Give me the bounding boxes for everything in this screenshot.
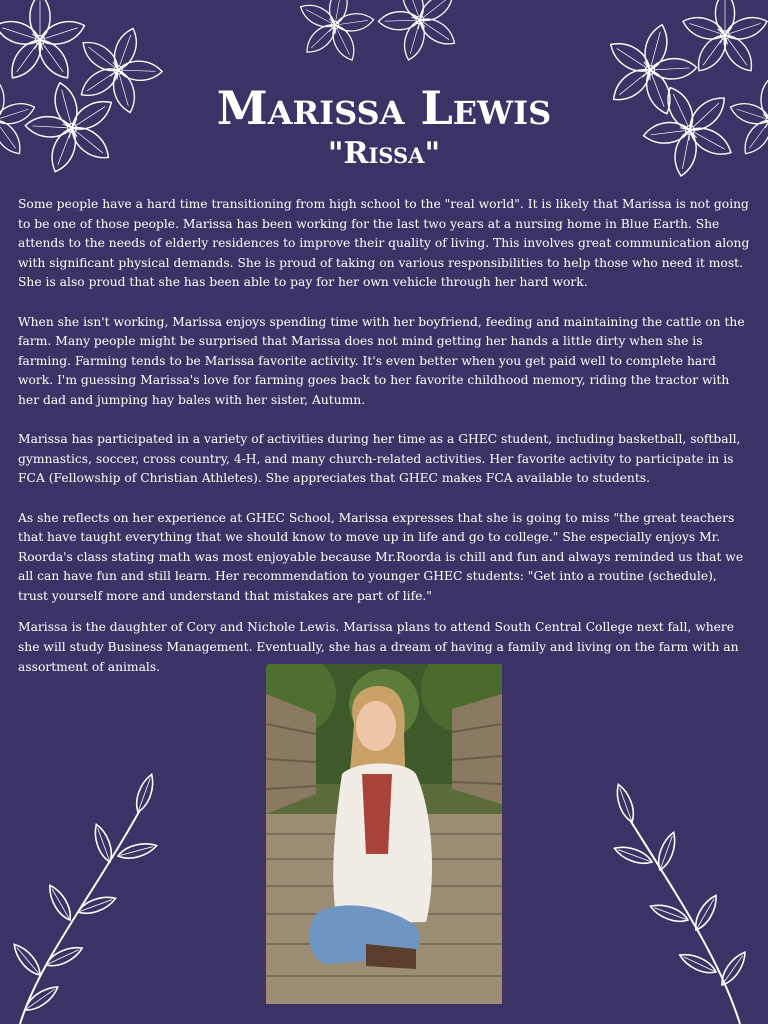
paragraph: Marissa is the daughter of Cory and Nichole Lewis. Marissa plans to attend South Central College next fall, where she will study Business Management. Eventually, she has a dream of having a family and living on the farm with an assortment of animals. xyxy=(18,620,739,674)
page-title: Marissa Lewis xyxy=(216,81,552,135)
biography xyxy=(18,195,750,697)
portrait-photo xyxy=(266,664,502,1004)
leaf-branch-icon xyxy=(612,782,749,1024)
paragraph: When she isn't working, Marissa enjoys spending time with her boyfriend, feeding and maintaining the cattle on the farm. Many people might be surprised that Marissa does not mind getting her hands a little dirty when she is farming. Farming tends to be Marissa favorite activity. It's even better when you get paid well to complete hard work. I'm guessing Marissa's love for farming goes back to her favorite childhood memory, riding the tractor with her dad and jumping hay bales with her sister, Autumn. xyxy=(18,314,745,407)
paragraph: Some people have a hard time transitioning from high school to the "real world". It is likely that Marissa is not going to be one of those people. Marissa has been working for the last two years at a nursing home in Blue Earth. She attends to the needs of elderly residences to improve their quality of living. This involves great communication along with significant physical demands. She is proud of taking on various responsibilities to help those who need it most. She is also proud that she has been able to pay for her own vehicle through her hard work. xyxy=(18,197,750,290)
nickname: "Rissa" xyxy=(327,136,441,171)
leaf-branch-icon xyxy=(10,772,158,1024)
paragraph: Marissa has participated in a variety of activities during her time as a GHEC student, including basketball, softball, gymnastics, soccer, cross country, 4-H, and many church-related activities. Her favorite activity to participate in is FCA (Fellowship of Christian Athletes). She appreciates that GHEC makes FCA available to students. xyxy=(18,432,741,486)
paragraph: As she reflects on her experience at GHEC School, Marissa expresses that she is going to miss "the great teachers that have taught everything that we should know to move up in life and go to college." She especially enjoys Mr. Roorda's class stating math was most enjoyable because Mr.Roorda is chill and fun and always reminded us that we all can have fun and still learn. Her recommendation to younger GHEC students: "Get into a routine (schedule), trust yourself more and understand that mistakes are part of life." xyxy=(18,510,744,603)
flower-icon xyxy=(290,0,474,71)
